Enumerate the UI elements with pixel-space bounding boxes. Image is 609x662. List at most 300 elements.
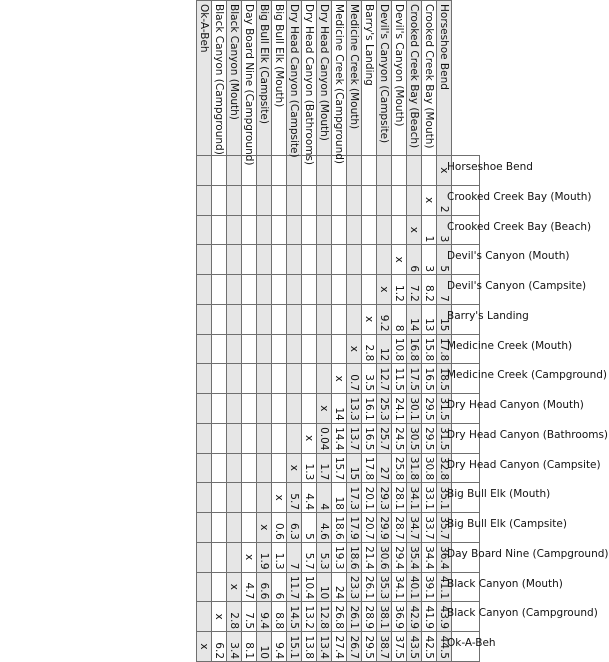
column-header-label: Black Canyon (Mouth) [447, 577, 564, 590]
column-header [447, 334, 573, 364]
distance-cell: 27.4 [332, 632, 347, 662]
distance-cell [407, 156, 422, 186]
distance-cell [242, 513, 257, 543]
distance-cell [242, 423, 257, 453]
distance-cell: 29.9 [377, 513, 392, 543]
distance-cell [212, 423, 227, 453]
distance-cell: 23.3 [347, 572, 362, 602]
distance-cell: 30.6 [377, 542, 392, 572]
distance-cell: 15 [347, 453, 362, 483]
distance-cell: 30.1 [407, 394, 422, 424]
distance-cell [287, 394, 302, 424]
column-header [447, 364, 608, 394]
distance-cell: 29.4 [392, 542, 407, 572]
distance-cell [227, 185, 242, 215]
distance-cell: 42.5 [422, 632, 437, 662]
distance-cell [242, 483, 257, 513]
distance-cell [197, 453, 212, 483]
distance-cell [272, 394, 287, 424]
table-row [332, 1, 347, 662]
distance-cell: 6.3 [287, 513, 302, 543]
distance-cell: 4 [317, 483, 332, 513]
distance-cell [227, 394, 242, 424]
distance-cell: 16.5 [422, 364, 437, 394]
distance-cell: 26.8 [332, 602, 347, 632]
distance-cell [347, 245, 362, 275]
distance-cell: 4.6 [317, 513, 332, 543]
row-label: Ok-A-Beh [197, 1, 212, 156]
distance-cell: 40.1 [407, 572, 422, 602]
distance-cell [197, 304, 212, 334]
table-row [212, 1, 227, 662]
distance-cell: 1.2 [392, 275, 407, 305]
distance-cell [212, 334, 227, 364]
distance-cell [197, 542, 212, 572]
diagonal-cell: x [302, 423, 317, 453]
distance-cell [287, 156, 302, 186]
column-header [447, 572, 564, 602]
distance-cell: 35.3 [377, 572, 392, 602]
distance-cell: 14 [407, 304, 422, 334]
distance-cell: 27 [377, 453, 392, 483]
distance-cell [302, 185, 317, 215]
column-header-label: Dry Head Canyon (Campsite) [447, 458, 602, 471]
distance-cell: 13 [422, 304, 437, 334]
distance-cell [287, 423, 302, 453]
diagonal-cell: x [197, 632, 212, 662]
column-header-label: Day Board Nine (Campground) [447, 547, 609, 560]
distance-cell: 26.1 [347, 602, 362, 632]
distance-cell [272, 156, 287, 186]
distance-cell [302, 364, 317, 394]
distance-cell [227, 215, 242, 245]
distance-cell: 43.5 [407, 632, 422, 662]
distance-cell [422, 156, 437, 186]
distance-cell [242, 304, 257, 334]
distance-cell: 1.3 [272, 542, 287, 572]
distance-cell: 9.2 [377, 304, 392, 334]
column-header [447, 542, 609, 572]
distance-cell [257, 394, 272, 424]
distance-cell: 41.1 [437, 572, 452, 602]
distance-cell [347, 275, 362, 305]
distance-cell [242, 364, 257, 394]
distance-cell: 5.7 [287, 483, 302, 513]
table-row [407, 1, 422, 662]
distance-cell [257, 245, 272, 275]
distance-cell: 31.5 [437, 423, 452, 453]
distance-cell: 29.5 [422, 423, 437, 453]
row-label: Horseshoe Bend [437, 1, 452, 156]
distance-cell: 25.8 [392, 453, 407, 483]
distance-cell: 11.7 [287, 572, 302, 602]
distance-cell [197, 156, 212, 186]
distance-cell [242, 185, 257, 215]
distance-cell: 34.4 [422, 542, 437, 572]
column-header-label: Barry's Landing [447, 309, 530, 322]
distance-cell [227, 542, 242, 572]
distance-cell: 7.5 [242, 602, 257, 632]
table-row [422, 1, 437, 662]
distance-cell: 18 [332, 483, 347, 513]
distance-cell [317, 215, 332, 245]
distance-cell [227, 156, 242, 186]
distance-cell: 3 [437, 215, 452, 245]
distance-cell [287, 275, 302, 305]
distance-cell: 28.9 [362, 602, 377, 632]
distance-cell: 2 [437, 185, 452, 215]
distance-cell: 10.8 [392, 334, 407, 364]
distance-cell: 1.7 [317, 453, 332, 483]
table-row [437, 1, 452, 662]
column-header-label: Medicine Creek (Mouth) [447, 339, 573, 352]
column-header [447, 394, 585, 424]
distance-cell: 14.5 [287, 602, 302, 632]
distance-cell: 14.4 [332, 423, 347, 453]
distance-cell: 43.9 [437, 602, 452, 632]
distance-cell [302, 215, 317, 245]
table-row [317, 1, 332, 662]
distance-cell [242, 453, 257, 483]
distance-cell [272, 185, 287, 215]
distance-cell [257, 483, 272, 513]
distance-cell: 21.4 [362, 542, 377, 572]
distance-cell [377, 156, 392, 186]
distance-cell: 15 [437, 304, 452, 334]
table-row [377, 1, 392, 662]
distance-cell: 5 [302, 513, 317, 543]
diagonal-cell: x [257, 513, 272, 543]
distance-cell: 16.8 [407, 334, 422, 364]
distance-cell [332, 245, 347, 275]
distance-cell [317, 304, 332, 334]
distance-cell: 17.3 [347, 483, 362, 513]
distance-cell: 9.4 [272, 632, 287, 662]
column-header [447, 602, 599, 632]
distance-cell [197, 275, 212, 305]
distance-cell [317, 156, 332, 186]
distance-cell [362, 156, 377, 186]
distance-cell: 15.8 [422, 334, 437, 364]
distance-cell: 41.9 [422, 602, 437, 632]
distance-cell: 34.1 [392, 572, 407, 602]
distance-cell [242, 394, 257, 424]
table-row [272, 1, 287, 662]
distance-cell [197, 364, 212, 394]
distance-cell [227, 245, 242, 275]
distance-cell [257, 215, 272, 245]
distance-cell [197, 513, 212, 543]
distance-cell [212, 572, 227, 602]
distance-cell [257, 275, 272, 305]
column-header-label: Big Bull Elk (Campsite) [447, 518, 568, 530]
distance-cell: 0.6 [272, 513, 287, 543]
distance-cell: 7 [287, 542, 302, 572]
distance-cell: 4.7 [242, 572, 257, 602]
distance-cell: 17.9 [347, 513, 362, 543]
distance-cell: 8 [392, 304, 407, 334]
distance-cell [377, 215, 392, 245]
distance-cell: 19.3 [332, 542, 347, 572]
column-header-label: Devil's Canyon (Campsite) [447, 280, 587, 292]
distance-cell [287, 245, 302, 275]
distance-cell: 35.4 [407, 542, 422, 572]
distance-cell: 17.8 [362, 453, 377, 483]
distance-cell: 33.1 [422, 483, 437, 513]
distance-cell [332, 185, 347, 215]
column-header-label: Crooked Creek Bay (Beach) [447, 220, 592, 233]
distance-cell [362, 245, 377, 275]
distance-cell: 29.5 [422, 394, 437, 424]
distance-cell [212, 185, 227, 215]
distance-cell [257, 304, 272, 334]
row-label: Devil's Canyon (Mouth) [392, 1, 407, 156]
column-header [447, 275, 587, 305]
column-header-label: Black Canyon (Campground) [447, 607, 599, 620]
distance-cell [197, 394, 212, 424]
distance-cell [392, 156, 407, 186]
row-label: Black Canyon (Mouth) [227, 1, 242, 156]
distance-cell [347, 215, 362, 245]
distance-cell: 6 [407, 245, 422, 275]
distance-cell [362, 275, 377, 305]
distance-cell [317, 275, 332, 305]
table-row [392, 1, 407, 662]
distance-cell: 11.5 [392, 364, 407, 394]
distance-cell: 9.4 [257, 602, 272, 632]
distance-cell: 16.1 [362, 394, 377, 424]
distance-cell: 4.4 [302, 483, 317, 513]
column-header-label: Devil's Canyon (Mouth) [447, 250, 570, 263]
row-label: Dry Head Canyon (Campsite) [287, 1, 302, 156]
distance-cell: 1.9 [257, 542, 272, 572]
column-header-label: Dry Head Canyon (Mouth) [447, 399, 585, 411]
distance-cell: 30.8 [422, 453, 437, 483]
distance-cell: 42.9 [407, 602, 422, 632]
distance-cell [287, 304, 302, 334]
diagonal-cell: x [377, 275, 392, 305]
distance-cell: 15.1 [287, 632, 302, 662]
distance-cell [347, 156, 362, 186]
table-row [197, 1, 212, 662]
distance-cell: 8.1 [242, 632, 257, 662]
distance-cell: 34.7 [407, 513, 422, 543]
distance-cell: 13.2 [302, 602, 317, 632]
diagonal-cell: x [287, 453, 302, 483]
distance-cell [287, 185, 302, 215]
row-label: Big Bull Elk (Mouth) [272, 1, 287, 156]
distance-cell [317, 364, 332, 394]
distance-cell: 39.1 [422, 572, 437, 602]
distance-cell [197, 423, 212, 453]
distance-cell [227, 364, 242, 394]
column-header-label: Horseshoe Bend [447, 161, 534, 173]
distance-cell: 1 [422, 215, 437, 245]
row-label: Devil's Canyon (Campsite) [377, 1, 392, 156]
distance-cell: 24 [332, 572, 347, 602]
distance-cell: 13.7 [347, 423, 362, 453]
diagonal-cell: x [272, 483, 287, 513]
distance-cell [362, 185, 377, 215]
distance-cell: 6 [272, 572, 287, 602]
distance-cell: 16.5 [362, 423, 377, 453]
distance-cell [392, 215, 407, 245]
distance-cell: 31.5 [437, 394, 452, 424]
distance-cell: 29.3 [377, 483, 392, 513]
distance-cell: 0.04 [317, 423, 332, 453]
column-header [447, 423, 609, 453]
distance-cell [317, 185, 332, 215]
distance-cell [212, 215, 227, 245]
distance-cell: 14 [332, 394, 347, 424]
distance-table [196, 0, 609, 662]
column-header [447, 185, 592, 215]
distance-cell: 35.7 [437, 513, 452, 543]
distance-cell [257, 185, 272, 215]
column-header [447, 215, 592, 245]
distance-cell [257, 156, 272, 186]
distance-cell: 35.1 [437, 483, 452, 513]
table-row [287, 1, 302, 662]
diagonal-cell: x [407, 215, 422, 245]
distance-cell [287, 364, 302, 394]
distance-cell [362, 215, 377, 245]
distance-cell [272, 245, 287, 275]
distance-cell [272, 364, 287, 394]
column-header [447, 513, 568, 543]
distance-cell [257, 423, 272, 453]
distance-cell: 34.1 [407, 483, 422, 513]
distance-cell: 2.8 [362, 334, 377, 364]
column-header [447, 632, 497, 662]
distance-cell [332, 275, 347, 305]
distance-cell [242, 334, 257, 364]
distance-cell: 38.7 [377, 632, 392, 662]
distance-cell: 6.6 [257, 572, 272, 602]
distance-cell: 5 [437, 245, 452, 275]
distance-cell: 17.5 [407, 364, 422, 394]
distance-cell: 2.8 [227, 602, 242, 632]
distance-cell: 18.5 [437, 364, 452, 394]
distance-cell: 10.4 [302, 572, 317, 602]
table-row [242, 1, 257, 662]
distance-cell: 26.7 [347, 632, 362, 662]
distance-cell: 12.7 [377, 364, 392, 394]
row-label: Dry Head Canyon (Bathrooms) [302, 1, 317, 156]
distance-cell [242, 275, 257, 305]
distance-cell: 20.7 [362, 513, 377, 543]
distance-cell [332, 215, 347, 245]
distance-cell [212, 304, 227, 334]
diagonal-cell: x [212, 602, 227, 632]
diagonal-cell: x [317, 394, 332, 424]
column-header-label: Big Bull Elk (Mouth) [447, 488, 551, 501]
distance-cell [272, 423, 287, 453]
distance-cell [317, 334, 332, 364]
distance-cell: 12 [377, 334, 392, 364]
distance-cell: 25.3 [377, 394, 392, 424]
distance-cell [197, 483, 212, 513]
diagonal-cell: x [347, 334, 362, 364]
distance-cell [287, 215, 302, 245]
distance-cell [257, 364, 272, 394]
distance-cell [272, 215, 287, 245]
table-row [257, 1, 272, 662]
distance-cell: 25.7 [377, 423, 392, 453]
distance-cell: 44.5 [437, 632, 452, 662]
distance-cell [332, 334, 347, 364]
distance-cell: 32.8 [437, 453, 452, 483]
distance-cell [377, 245, 392, 275]
distance-cell [302, 245, 317, 275]
column-header [447, 453, 602, 483]
distance-cell: 31.8 [407, 453, 422, 483]
distance-cell: 26.1 [362, 572, 377, 602]
row-label: Crooked Creek Bay (Mouth) [422, 1, 437, 156]
table-row [227, 1, 242, 662]
column-header-label: Ok-A-Beh [447, 637, 497, 649]
distance-cell [227, 304, 242, 334]
row-label: Big Bull Elk (Campsite) [257, 1, 272, 156]
distance-cell [212, 245, 227, 275]
distance-cell: 12.8 [317, 602, 332, 632]
distance-cell [212, 453, 227, 483]
distance-cell: 36.9 [392, 602, 407, 632]
column-header [447, 245, 570, 275]
distance-cell: 33.7 [422, 513, 437, 543]
column-header [447, 483, 551, 513]
diagonal-cell: x [242, 542, 257, 572]
row-label: Crooked Creek Bay (Beach) [407, 1, 422, 156]
distance-cell [242, 215, 257, 245]
distance-cell [212, 156, 227, 186]
distance-cell: 28.1 [392, 483, 407, 513]
distance-cell [197, 185, 212, 215]
diagonal-cell: x [422, 185, 437, 215]
distance-cell [227, 334, 242, 364]
distance-cell: 5.3 [317, 542, 332, 572]
distance-cell [197, 334, 212, 364]
distance-cell [302, 275, 317, 305]
distance-cell: 13.8 [302, 632, 317, 662]
distance-cell [212, 364, 227, 394]
table-row [347, 1, 362, 662]
distance-cell [197, 245, 212, 275]
distance-cell: 3.4 [227, 632, 242, 662]
column-header [447, 304, 530, 334]
diagonal-cell: x [332, 364, 347, 394]
distance-cell [272, 453, 287, 483]
distance-cell: 3.5 [362, 364, 377, 394]
distance-cell: 10 [257, 632, 272, 662]
distance-cell: 13.3 [347, 394, 362, 424]
distance-cell [257, 453, 272, 483]
distance-cell [212, 275, 227, 305]
distance-cell [227, 513, 242, 543]
distance-cell [212, 394, 227, 424]
table-row [302, 1, 317, 662]
row-label: Black Canyon (Campground) [212, 1, 227, 156]
distance-cell [302, 334, 317, 364]
diagonal-cell: x [227, 572, 242, 602]
distance-cell: 3 [422, 245, 437, 275]
row-label: Dry Head Canyon (Mouth) [317, 1, 332, 156]
distance-cell: 7 [437, 275, 452, 305]
row-label: Barry's Landing [362, 1, 377, 156]
distance-cell [317, 245, 332, 275]
distance-cell: 37.5 [392, 632, 407, 662]
distance-cell [272, 275, 287, 305]
